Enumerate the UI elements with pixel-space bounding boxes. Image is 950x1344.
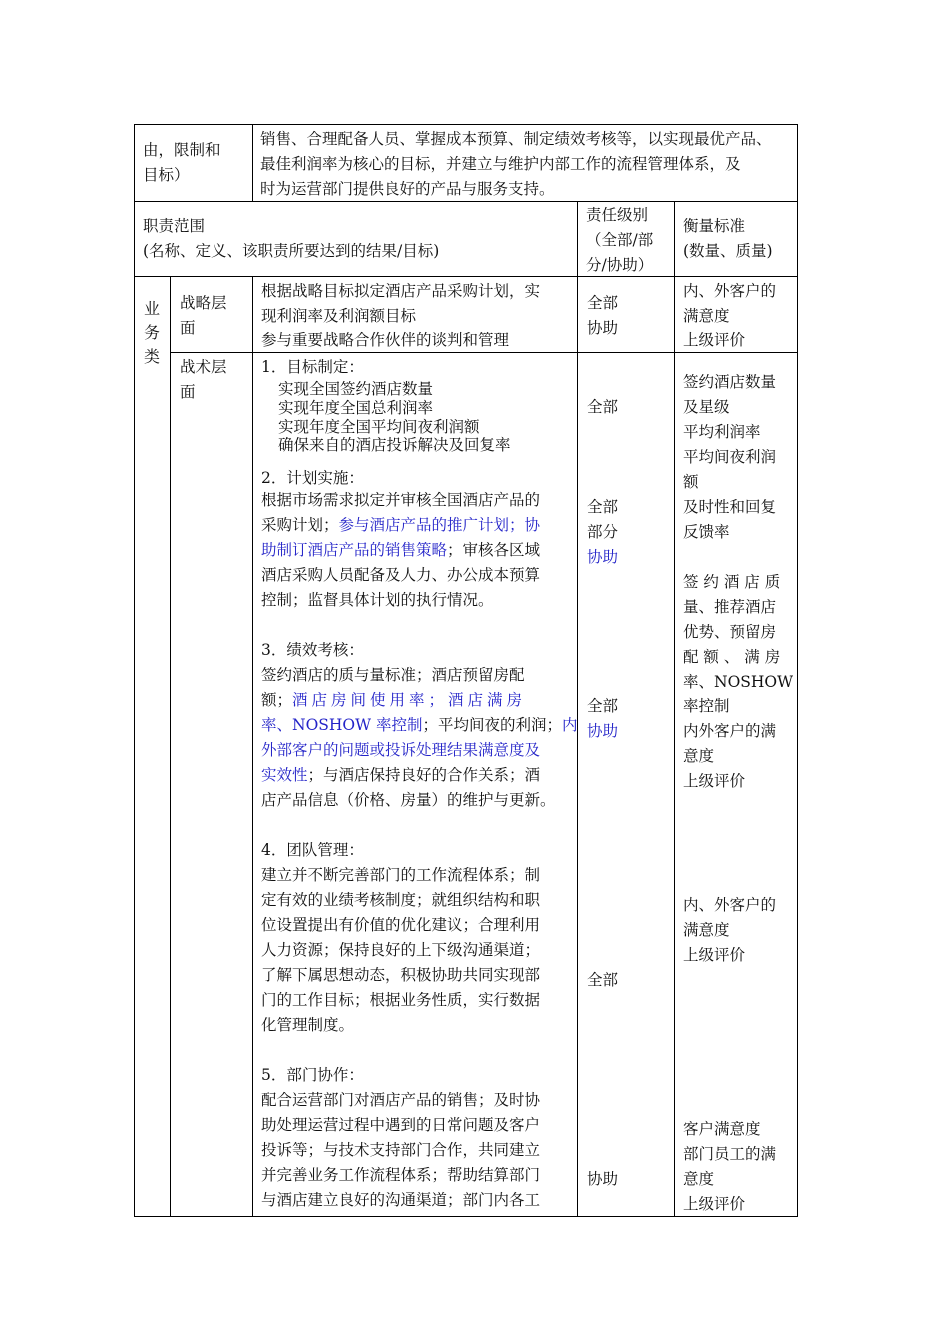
col-divider-header xyxy=(252,124,253,202)
section-line: 定有效的业绩考核制度；就组织结构和职 xyxy=(261,891,541,909)
measure-line: 额 xyxy=(683,473,699,491)
strategic-measure: 内、外客户的 xyxy=(683,282,777,300)
tactical-label: 面 xyxy=(180,383,196,401)
highlighted-text: 内 xyxy=(562,716,578,734)
table-border-top xyxy=(134,124,798,125)
measure-line: 量、推荐酒店 xyxy=(683,598,777,616)
measure-line: 平均利润率 xyxy=(683,423,761,441)
section-title: 2．计划实施： xyxy=(261,469,364,487)
goal-item: 实现年度全国平均间夜利润额 xyxy=(278,418,480,436)
level-value: 全部 xyxy=(587,971,619,989)
section-line: 了解下属思想动态，积极协助共同实现部 xyxy=(261,966,541,984)
level-header-line: 责任级别 xyxy=(586,206,649,224)
highlighted-text: 助制订酒店产品的销售策略 xyxy=(261,541,448,559)
section-line: 根据市场需求拟定并审核全国酒店产品的 xyxy=(261,491,541,509)
purpose-line: 时为运营部门提供良好的产品与服务支持。 xyxy=(260,180,555,198)
header-label-line: 由，限制和 xyxy=(143,141,221,159)
measure-line: 及星级 xyxy=(683,398,730,416)
level-value: 全部 xyxy=(587,398,619,416)
tactical-label: 战术层 xyxy=(180,358,227,376)
table-border-right xyxy=(797,124,798,1217)
section-title: 1．目标制定： xyxy=(261,358,364,376)
goal-item: 确保来自的酒店投诉解决及回复率 xyxy=(278,436,511,454)
section-line: 位设置提出有价值的优化建议；合理利用 xyxy=(261,916,541,934)
section-line: 建立并不断完善部门的工作流程体系；制 xyxy=(261,866,541,884)
highlighted-text: 率、NOSHOW 率控制 xyxy=(261,716,423,734)
section-line: 控制；监督具体计划的执行情况。 xyxy=(261,591,494,609)
measure-line: 满意度 xyxy=(683,921,730,939)
measure-line: 上级评价 xyxy=(683,946,746,964)
purpose-line: 最佳利润率为核心的目标，并建立与维护内部工作的流程管理体系，及 xyxy=(260,155,741,173)
level-value: 全部 xyxy=(587,697,619,715)
level-value: 部分 xyxy=(587,523,619,541)
strategic-measure: 上级评价 xyxy=(683,331,746,349)
text-run: ；平均间夜的利润； xyxy=(422,716,562,734)
measure-header-line: 衡量标准 xyxy=(683,217,746,235)
measure-line: 平均间夜利润 xyxy=(683,448,777,466)
measure-header-line: (数量、质量) xyxy=(683,242,773,260)
section-line: 与酒店建立良好的沟通渠道；部门内各工 xyxy=(261,1191,541,1209)
section-line: 配合运营部门对酒店产品的销售；及时协 xyxy=(261,1091,541,1109)
section-line: 店产品信息（价格、房量）的维护与更新。 xyxy=(261,791,556,809)
row-divider-columns xyxy=(134,276,798,277)
table-border-left xyxy=(134,124,135,1217)
text-run: ；审核各区域 xyxy=(447,541,541,559)
section-line xyxy=(261,513,540,538)
section-line: 门的工作目标；根据业务性质，实行数据 xyxy=(261,991,541,1009)
strategic-content-line: 现利润率及利润额目标 xyxy=(261,307,417,325)
col-divider-layer xyxy=(252,276,253,1217)
col-divider-measure xyxy=(674,201,675,1217)
level-value: 协助 xyxy=(587,548,619,566)
measure-line: 客户满意度 xyxy=(683,1120,761,1138)
strategic-content-line: 根据战略目标拟定酒店产品采购计划，实 xyxy=(261,282,541,300)
section-line: 外部客户的问题或投诉处理结果满意度及 xyxy=(261,741,541,759)
highlighted-text: 实效性 xyxy=(261,766,308,784)
section-line xyxy=(261,763,540,788)
section-line: 并完善业务工作流程体系；帮助结算部门 xyxy=(261,1166,541,1184)
scope-subtitle: (名称、定义、该职责所要达到的结果/目标) xyxy=(143,242,440,260)
measure-line: 签 约 酒 店 质 xyxy=(683,573,781,591)
category-char: 类 xyxy=(143,347,160,366)
level-header-line: 分/协助） xyxy=(586,256,654,274)
measure-line: 率控制 xyxy=(683,697,730,715)
category-char: 务 xyxy=(143,323,160,342)
section-title: 3．绩效考核： xyxy=(261,641,364,659)
measure-line: 签约酒店数量 xyxy=(683,373,777,391)
section-line: 签约酒店的质与量标准；酒店预留房配 xyxy=(261,666,525,684)
level-value: 协助 xyxy=(587,722,619,740)
header-label-line: 目标） xyxy=(143,166,190,184)
goal-item: 实现年度全国总利润率 xyxy=(278,399,434,417)
level-value: 全部 xyxy=(587,498,619,516)
measure-line: 内外客户的满 xyxy=(683,722,777,740)
measure-line: 反馈率 xyxy=(683,523,730,541)
measure-line: 意度 xyxy=(683,747,715,765)
section-title: 5．部门协作： xyxy=(261,1066,364,1084)
text-run: ；与酒店保持良好的合作关系；酒 xyxy=(307,766,541,784)
category-char: 业 xyxy=(143,299,160,318)
measure-line: 上级评价 xyxy=(683,772,746,790)
col-divider-level xyxy=(577,201,578,1217)
strategic-measure: 满意度 xyxy=(683,307,730,325)
measure-line: 上级评价 xyxy=(683,1195,746,1213)
section-line: 酒店采购人员配备及人力、办公成本预算 xyxy=(261,566,541,584)
strategic-label: 战略层 xyxy=(180,294,227,312)
section-line: 人力资源；保持良好的上下级沟通渠道； xyxy=(261,941,541,959)
goal-item: 实现全国签约酒店数量 xyxy=(278,380,434,398)
measure-line: 及时性和回复 xyxy=(683,498,777,516)
highlighted-text: 酒店房间使用率；酒店满房 xyxy=(292,691,527,709)
col-divider-category xyxy=(170,276,171,1217)
measure-line: 部门员工的满 xyxy=(683,1145,777,1163)
section-line: 化管理制度。 xyxy=(261,1016,355,1034)
measure-line: 配 额 、 满 房 xyxy=(683,648,781,666)
section-title: 4．团队管理： xyxy=(261,841,364,859)
level-value: 协助 xyxy=(587,1170,619,1188)
measure-line: 优势、预留房 xyxy=(683,623,777,641)
section-line: 助处理运营过程中遇到的日常问题及客户 xyxy=(261,1116,541,1134)
row-divider-header xyxy=(134,201,798,202)
strategic-level: 全部 xyxy=(587,294,619,312)
measure-line: 意度 xyxy=(683,1170,715,1188)
section-line xyxy=(261,713,578,738)
strategic-label: 面 xyxy=(180,319,196,337)
text-run: 采购计划； xyxy=(261,516,339,534)
section-line: 投诉等；与技术支持部门合作，共同建立 xyxy=(261,1141,541,1159)
measure-line: 内、外客户的 xyxy=(683,896,777,914)
measure-line: 率、NOSHOW xyxy=(683,673,794,691)
strategic-content-line: 参与重要战略合作伙伴的谈判和管理 xyxy=(261,331,510,349)
section-line xyxy=(261,688,526,713)
text-run: 额； xyxy=(261,691,293,709)
strategic-level: 协助 xyxy=(587,319,619,337)
section-line xyxy=(261,538,540,563)
purpose-line: 销售、合理配备人员、掌握成本预算、制定绩效考核等，以实现最优产品、 xyxy=(260,130,772,148)
scope-title: 职责范围 xyxy=(143,217,206,235)
highlighted-text: 参与酒店产品的推广计划；协 xyxy=(338,516,541,534)
level-header-line: （全部/部 xyxy=(586,231,654,249)
